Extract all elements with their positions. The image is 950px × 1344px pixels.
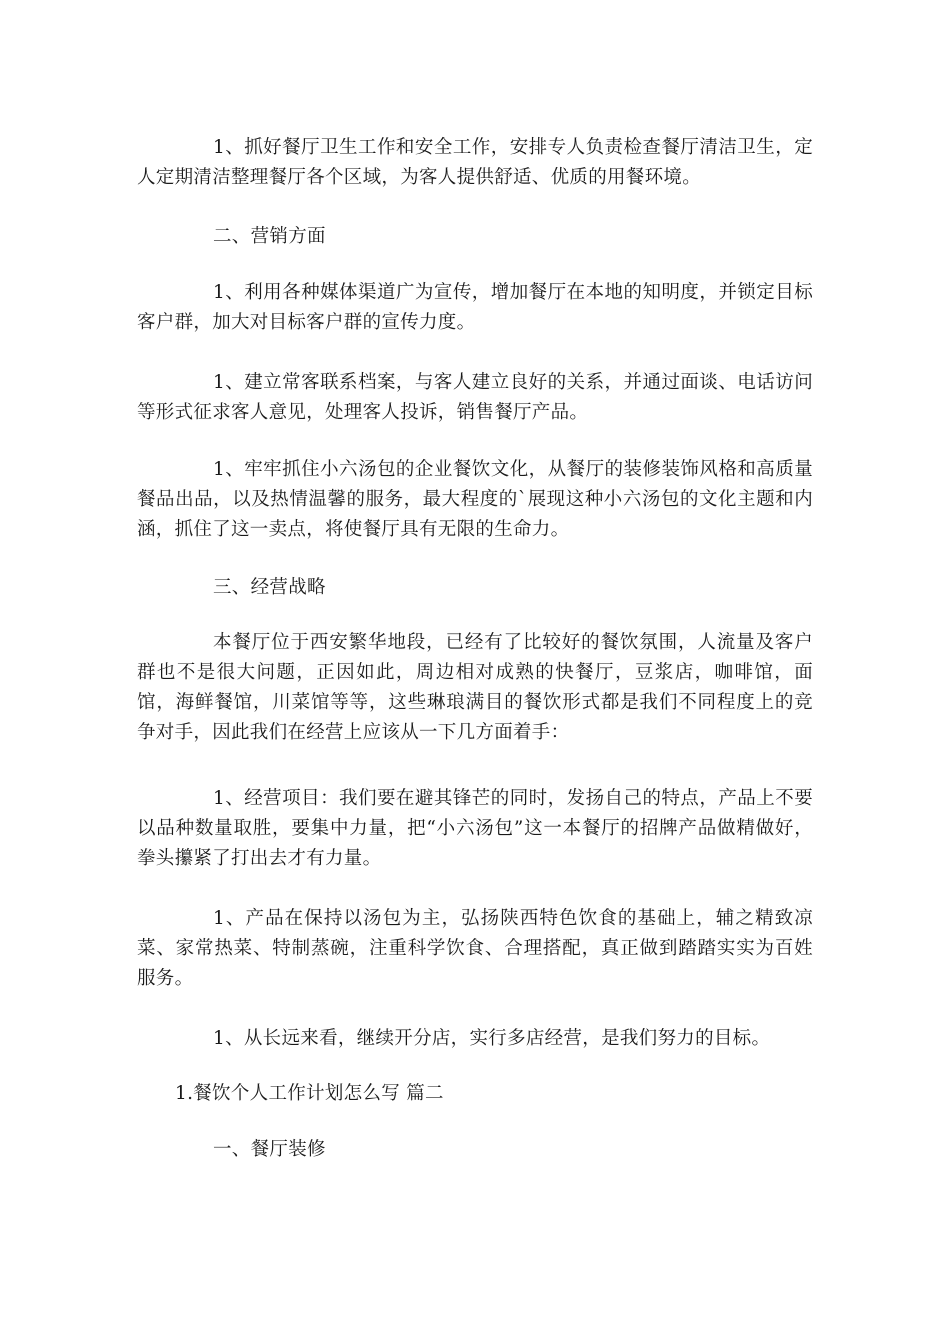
- heading-marketing: 二、营销方面: [213, 226, 326, 247]
- paragraph-products: 1、产品在保持以汤包为主，弘扬陕西特色饮食的基础上，辅之精致凉菜、家常热菜、特制蒸碗，注重科学饮食、合理搭配，真正做到踏踏实实为百姓服务。: [137, 908, 813, 989]
- heading-strategy: 三、经营战略: [213, 577, 326, 598]
- paragraph-customer-archive: 1、建立常客联系档案，与客人建立良好的关系，并通过面谈、电话访问等形式征求客人意见，处理客人投诉，销售餐厅产品。: [137, 372, 813, 423]
- paragraph-long-term: 1、从长远来看，继续开分店，实行多店经营，是我们努力的目标。: [213, 1028, 771, 1049]
- heading-renovation: 一、餐厅装修: [213, 1139, 326, 1160]
- heading-part-two: 1.餐饮个人工作计划怎么写 篇二: [175, 1083, 444, 1104]
- paragraph-media-promotion: 1、利用各种媒体渠道广为宣传，增加餐厅在本地的知明度，并锁定目标客户群，加大对目标客户群的宣传力度。: [137, 282, 813, 333]
- paragraph-hygiene-safety: 1、抓好餐厅卫生工作和安全工作，安排专人负责检查餐厅清洁卫生，定人定期清洁整理餐厅各个区域，为客人提供舒适、优质的用餐环境。: [137, 137, 813, 188]
- paragraph-business-items: 1、经营项目：我们要在避其锋芒的同时，发扬自己的特点，产品上不要以品种数量取胜，要集中力量，把“小六汤包”这一本餐厅的招牌产品做精做好，拳头攥紧了打出去才有力量。: [137, 788, 813, 869]
- paragraph-culture: 1、牢牢抓住小六汤包的企业餐饮文化，从餐厅的装修装饰风格和高质量餐品出品，以及热情温馨的服务，最大程度的`展现这种小六汤包的文化主题和内涵，抓住了这一卖点，将使餐厅具有无限的生命力。: [137, 459, 813, 540]
- paragraph-location: 本餐厅位于西安繁华地段，已经有了比较好的餐饮氛围，人流量及客户群也不是很大问题，正因如此，周边相对成熟的快餐厅，豆浆店，咖啡馆，面馆，海鲜餐馆，川菜馆等等，这些琳琅满目的餐饮形式都是我们不同程度上的竞争对手，因此我们在经营上应该从一下几方面着手：: [137, 632, 813, 743]
